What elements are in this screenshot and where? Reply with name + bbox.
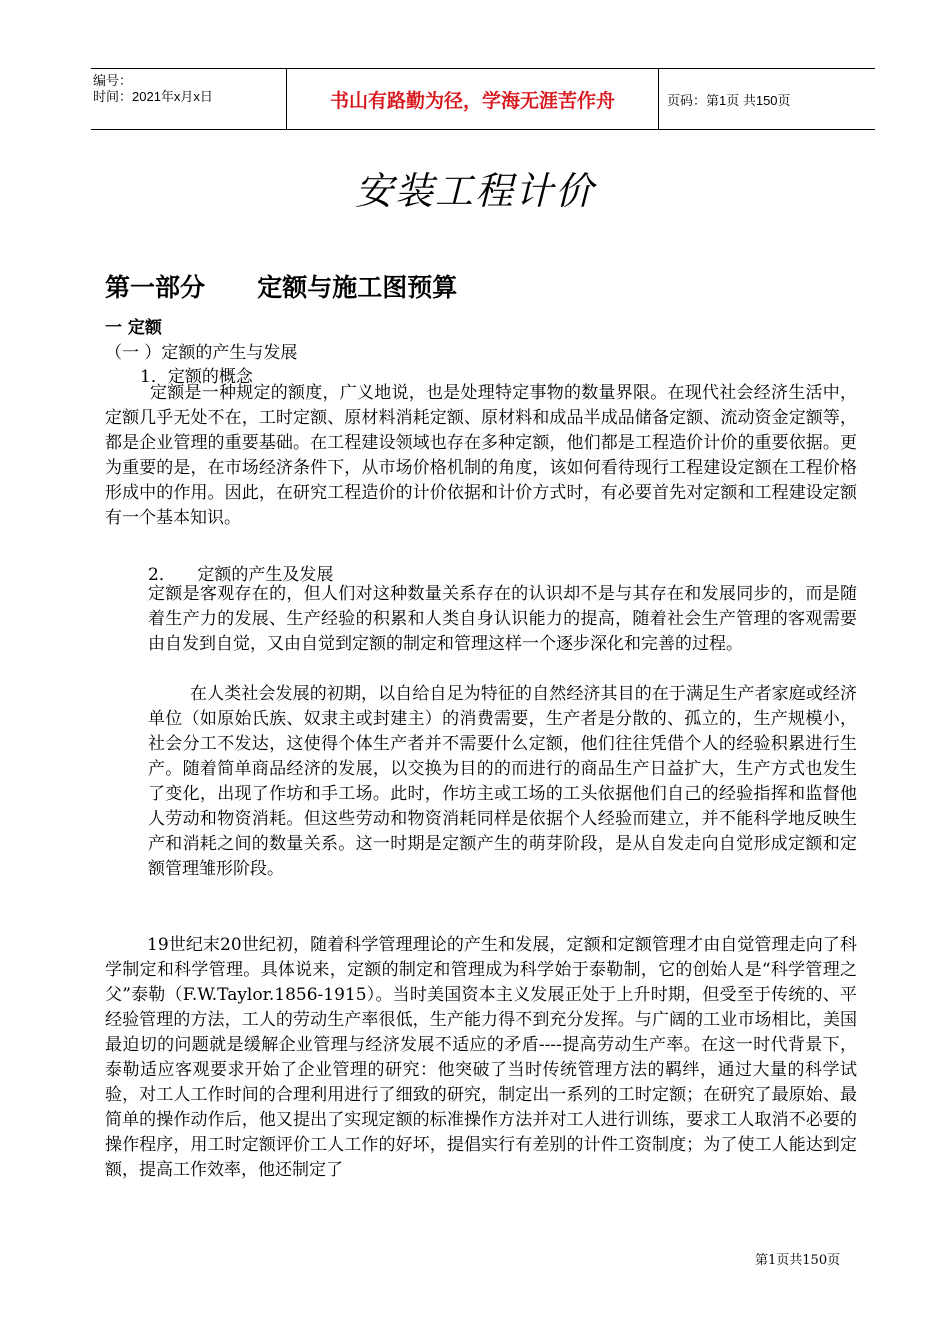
header-table (91, 68, 875, 130)
header-divider (658, 69, 659, 129)
paragraph-3: 在人类社会发展的初期，以自给自足为特征的自然经济其目的在于满足生产者家庭或经济单位（如原始氏族、奴隶主或封建主）的消费需要，生产者是分散的、孤立的，生产规模小，社会分工不发达，这使得个体生产者并不需要什么定额，他们往往凭借个人的经验积累进行生产。随着简单商品经济的发展，以交换为目的的而进行的商品生产日益扩大，生产方式也发生了变化，出现了作坊和手工场。此时，作坊主或工场的工头依据他们自己的经验指挥和监督他人劳动和物资消耗。但这些劳动和物资消耗同样是依据个人经验而建立，并不能科学地反映生产和消耗之间的数量关系。这一时期是定额产生的萌芽阶段，是从自发走向自觉形成定额和定额管理雏形阶段。 (148, 684, 857, 879)
paragraph-1: 定额是一种规定的额度，广义地说，也是处理特定事物的数量界限。在现代社会经济生活中，定额几乎无处不在，工时定额、原材料消耗定额、原材料和成品半成品储备定额、流动资金定额等，都是企业管理的重要基础。在工程建设领域也存在多种定额，他们都是工程造价计价的重要依据。更为重要的是，在市场经济条件下，从市场价格机制的角度，该如何看待现行工程建设定额在工程价格形成中的作用。因此，在研究工程造价的计价依据和计价方式时，有必要首先对定额和工程建设定额有一个基本知识。 (105, 383, 857, 528)
item-heading-1: 1．定额的概念 (140, 367, 253, 387)
header-meta (91, 69, 286, 129)
time-label: 时间：2021年x月x日 (93, 89, 213, 104)
header-page-info: 页码：第1页 共150页 (667, 92, 791, 108)
subsection-heading: （一 ）定额的产生与发展 (105, 343, 298, 363)
header-motto: 书山有路勤为径，学海无涯苦作舟 (329, 89, 615, 112)
section-heading: 一 定额 (105, 318, 162, 338)
document-title: 安装工程计价 (354, 169, 595, 213)
page-footer: 第1页共150页 (755, 1253, 841, 1268)
item-heading-2: 2． 定额的产生及发展 (148, 565, 334, 585)
paragraph-2: 定额是客观存在的，但人们对这种数量关系存在的认识却不是与其存在和发展同步的，而是随着生产力的发展、生产经验的积累和人类自身认识能力的提高，随着社会生产管理的客观需要由自发到自觉，又由自觉到定额的制定和管理这样一个逐步深化和完善的过程。 (148, 584, 857, 654)
paragraph-4: 19世纪末20世纪初，随着科学管理理论的产生和发展，定额和定额管理才由自觉管理走向了科学制定和科学管理。具体说来，定额的制定和管理成为科学始于泰勒制，它的创始人是“科学管理之父”泰勒（F.W.Taylor.1856-1915）。当时美国资本主义发展正处于上升时期，但受至于传统的、平经验管理的方法，工人的劳动生产率很低，生产能力得不到充分发挥。与广阔的工业市场相比，美国最迫切的问题就是缓解企业管理与经济发展不适应的矛盾----提高劳动生产率。在这一时代背景下，泰勒适应客观要求开始了企业管理的研究：他突破了当时传统管理方法的羁绊，通过大量的科学试验，对工人工作时间的合理利用进行了细致的研究，制定出一系列的工时定额；在研究了最原始、最简单的操作动作后，他又提出了实现定额的标准操作方法并对工人进行训练，要求工人取消不必要的操作程序，用工时定额评价工人工作的好坏，提倡实行有差别的计件工资制度；为了使工人能达到定额，提高工作效率，他还制定了 (105, 935, 857, 1180)
number-label: 编号： (93, 73, 133, 88)
part-heading: 第一部分 定额与施工图预算 (105, 273, 458, 302)
